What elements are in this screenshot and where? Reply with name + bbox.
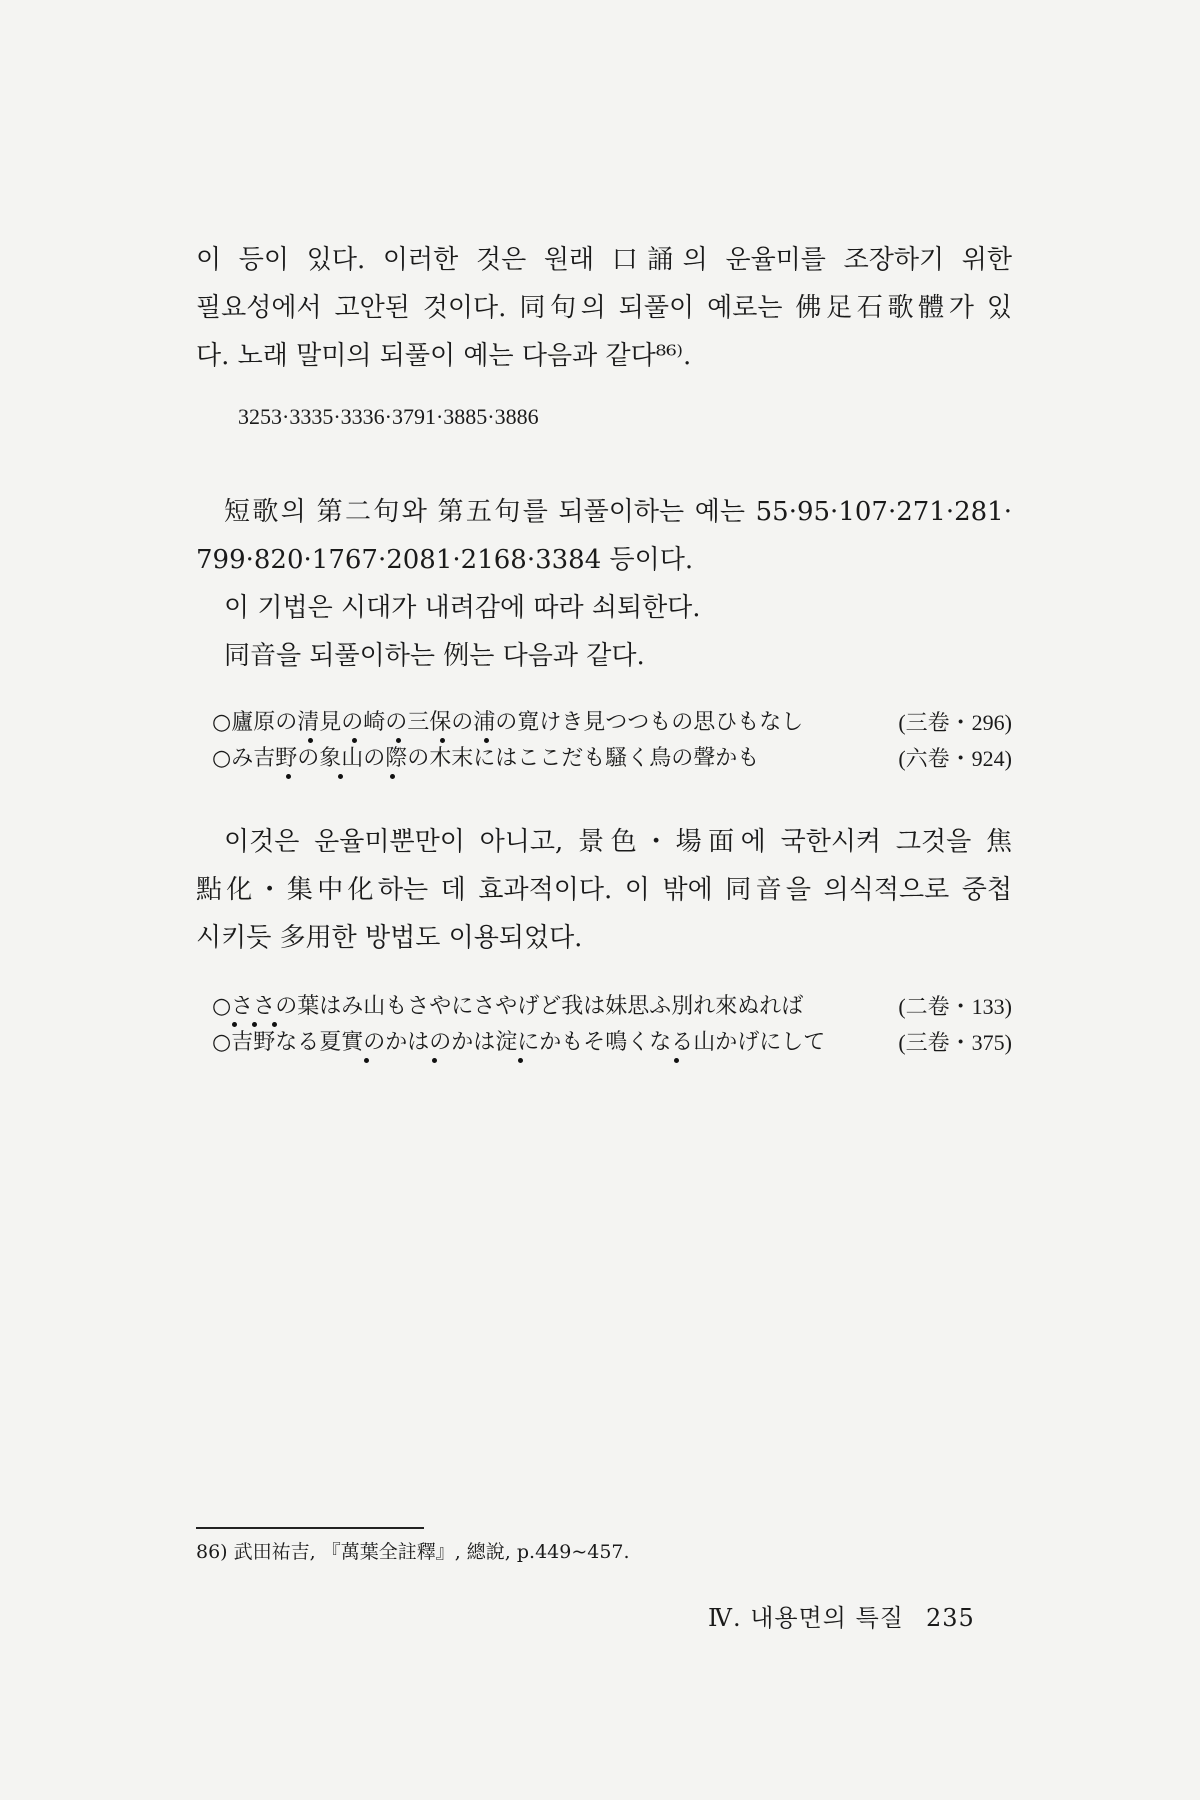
emphasis-dot	[674, 1058, 679, 1063]
emphasis-dot	[252, 1022, 257, 1027]
emphasis-dot	[272, 1022, 277, 1027]
poem-reference: (三卷・375)	[898, 1030, 1012, 1055]
poem-reference: (二卷・133)	[898, 994, 1012, 1019]
paragraph-line: 이것은 운율미뿐만이 아니고, 景色・場面에 국한시켜 그것을 焦	[224, 827, 1012, 857]
emphasis-dot	[440, 738, 445, 743]
footnote-divider	[196, 1527, 424, 1529]
poem-line	[212, 1028, 1012, 1064]
poem-number-list: 3253·3335·3336·3791·3885·3886	[238, 404, 539, 429]
poem-examples-2	[212, 992, 1012, 1064]
chapter-title: Ⅳ. 내용면의 특질	[708, 1604, 904, 1632]
emphasis-dot	[232, 1022, 237, 1027]
footnote: 86) 武田祐吉, 『萬葉全註釋』, 總說, p.449~457.	[196, 1541, 630, 1563]
emphasis-dot	[308, 738, 313, 743]
paragraph-line: 點化・集中化하는 데 효과적이다. 이 밖에 同音을 의식적으로 중첩	[196, 875, 1012, 905]
paragraph-2	[196, 488, 1012, 680]
emphasis-dot	[484, 738, 489, 743]
paragraph-line: 필요성에서 고안된 것이다. 同句의 되풀이 예로는 佛足石歌體가 있	[196, 293, 1012, 323]
emphasis-dot	[390, 774, 395, 779]
paragraph-1	[196, 236, 1012, 380]
poem-text: ○ささの葉はみ山もさやにさやげど我は妹思ふ別れ來ぬれば	[212, 994, 804, 1019]
paragraph-line: 이 등이 있다. 이러한 것은 원래 口誦의 운율미를 조장하기 위한	[196, 245, 1012, 275]
poem-examples-1	[212, 708, 1012, 780]
poem-text: ○吉野なる夏實のかはのかは淀にかもそ鳴くなる山かげにして	[212, 1030, 826, 1055]
paragraph-line: 799·820·1767·2081·2168·3384 등이다.	[196, 545, 694, 575]
paragraph-3	[196, 818, 1012, 962]
emphasis-dot	[432, 1058, 437, 1063]
emphasis-dot	[338, 774, 343, 779]
page-footer	[708, 1598, 975, 1633]
poem-line	[212, 744, 1012, 780]
paragraph-line: 시키듯 多用한 방법도 이용되었다.	[196, 923, 583, 953]
poem-reference: (六卷・924)	[898, 746, 1012, 771]
paragraph-line: 同音을 되풀이하는 例는 다음과 같다.	[224, 641, 645, 671]
poem-line	[212, 992, 1012, 1028]
poem-text: ○廬原の清見の崎の三保の浦の寛けき見つつもの思ひもなし	[212, 710, 804, 735]
emphasis-dot	[396, 738, 401, 743]
emphasis-dot	[286, 774, 291, 779]
paragraph-line: 다. 노래 말미의 되풀이 예는 다음과 같다⁸⁶⁾.	[196, 341, 692, 371]
emphasis-dot	[364, 1058, 369, 1063]
poem-reference: (三卷・296)	[898, 710, 1012, 735]
emphasis-dot	[352, 738, 357, 743]
page-number: 235	[925, 1604, 975, 1632]
emphasis-dot	[518, 1058, 523, 1063]
poem-line	[212, 708, 1012, 744]
paragraph-line: 이 기법은 시대가 내려감에 따라 쇠퇴한다.	[224, 593, 701, 623]
paragraph-line: 短歌의 第二句와 第五句를 되풀이하는 예는 55·95·107·271·281·	[224, 497, 1012, 527]
poem-text: ○み吉野の象山の際の木末にはここだも騷く鳥の聲かも	[212, 746, 760, 771]
